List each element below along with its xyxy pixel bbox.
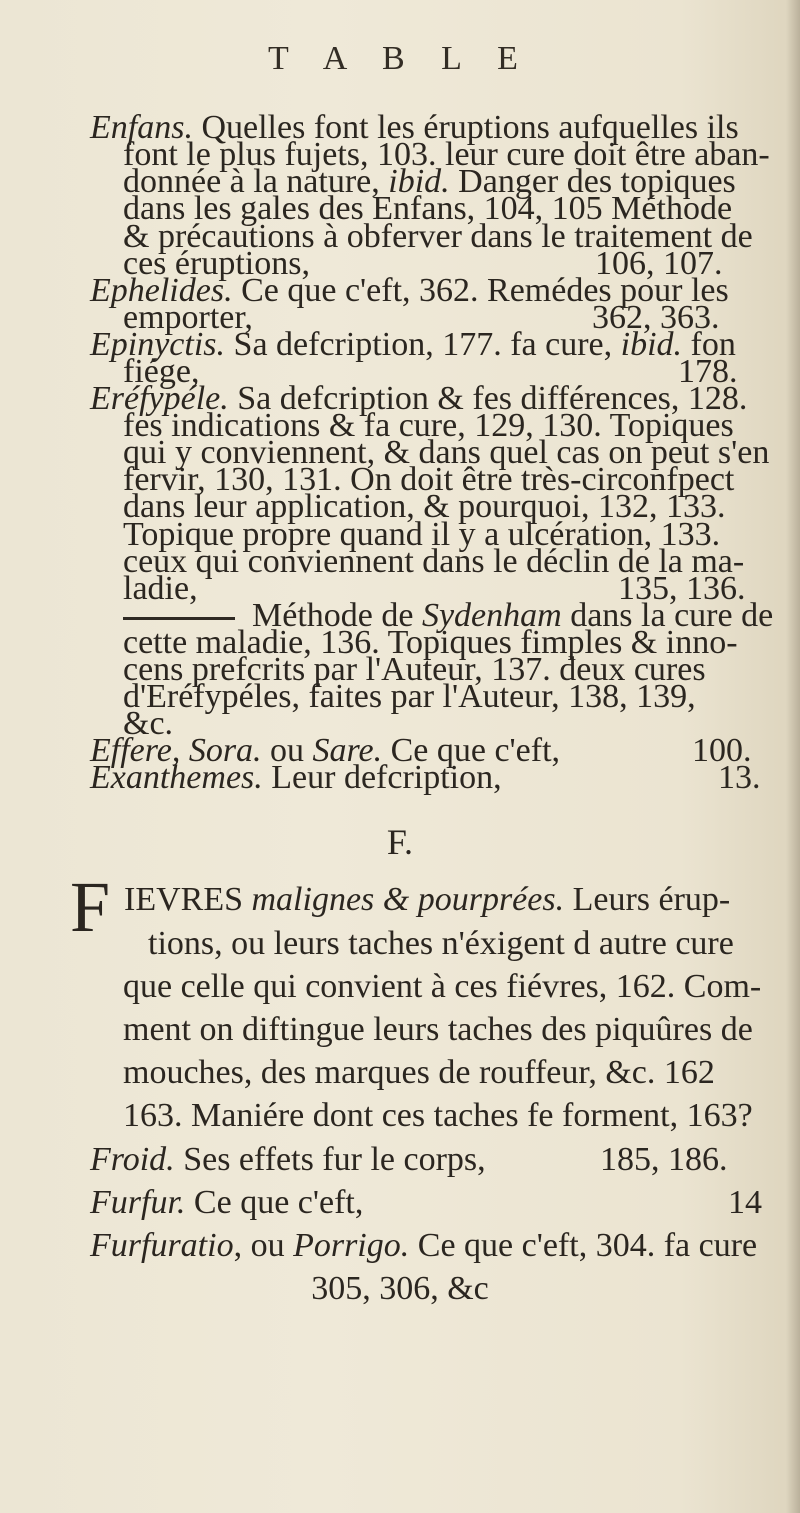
page-title: T A B L E: [268, 40, 532, 77]
page-ref: 100.: [692, 732, 752, 770]
entry-line: d'Eréfypéles, faites par l'Auteur, 138, 139,: [123, 678, 696, 716]
entry-line: ceux qui conviennent dans le déclin de la ma-: [123, 542, 745, 580]
page-ref: 135, 136.: [618, 569, 746, 607]
entry-text: Ses effets fur le corps,: [174, 1140, 486, 1178]
entry-line: ces éruptions,: [123, 244, 310, 282]
entry-line: fervir, 130, 131. On doit être très-circonfpect: [123, 461, 735, 499]
entry-fievres-line-1: IEVRES malignes & pourprées. Leurs érup-: [124, 881, 731, 919]
entry-line: [90, 1226, 758, 1264]
entry-head: Effere, Sora.: [90, 732, 262, 770]
entry-head: Enfans.: [90, 109, 193, 147]
entry-line: dans leur application, & pourquoi, 132, 133.: [123, 488, 726, 526]
entry-line: cens prefcrits par l'Auteur, 137. deux cures: [123, 650, 706, 688]
page-ref: 305, 306, &c: [311, 1270, 489, 1308]
entry-italic: Porrigo.: [284, 1226, 410, 1264]
entry-line: fes indications & fa cure, 129, 130. Topiques: [123, 407, 734, 445]
entry-line: qui y conviennent, & dans quel cas on peut s'en: [123, 434, 770, 472]
entry-line: ment on diftingue leurs taches des piquûres de: [123, 1010, 753, 1048]
entry-line: dans les gales des Enfans, 104, 105 Méthode: [123, 190, 733, 228]
drop-capital: F: [70, 867, 111, 948]
entry-line: & précautions à obferver dans le traitement de: [123, 217, 753, 255]
entry-line: Méthode de Sydenham dans la cure de: [252, 596, 774, 634]
entry-epinyctis-line-1: Epinyctis. Sa defcription, 177. fa cure, ibid. fon: [90, 325, 736, 363]
entry-line: 163. Maniére dont ces taches fe forment, 163?: [123, 1097, 753, 1135]
entry-line: &c.: [123, 705, 174, 743]
entry-line: ladie,: [123, 569, 198, 607]
entry-effere-line-1: Effere, Sora. ou Sare. Ce que c'eft,: [90, 732, 561, 770]
entry-text: Ce que c'eft, 304. fa cure: [409, 1226, 758, 1264]
entry-text: Ce que c'eft,: [185, 1183, 364, 1221]
ditto-dash: [123, 617, 235, 620]
page-ref: 13.: [718, 759, 761, 797]
entry-head: Exanthemes.: [90, 759, 263, 797]
page-ref: 185, 186.: [600, 1140, 728, 1178]
entry-line: font le plus fujets, 103. leur cure doit être aban-: [123, 136, 770, 174]
entry-line: Topique propre quand il y a ulcération, 133.: [123, 515, 721, 553]
entry-ephelides-line-1: Ephelides. Ce que c'eft, 362. Remédes pour les: [90, 271, 729, 309]
entry-head: Eréfypéle.: [90, 380, 229, 418]
page-ref: 14: [728, 1183, 762, 1221]
page-ref: 362, 363.: [592, 298, 720, 336]
entry-enfans-line-1: Enfans. Quelles font les éruptions aufquelles ils: [90, 109, 739, 147]
entry-line: [0, 1272, 800, 1306]
entry-line: tions, ou leurs taches n'éxigent d autre cure: [148, 924, 734, 962]
entry-line: donnée à la nature, ibid. Danger des topiques: [123, 163, 736, 201]
entry-line: cette maladie, 136. Topiques fimples & inno-: [123, 623, 738, 661]
section-letter: F.: [386, 822, 414, 863]
entry-line: mouches, des marques de rouffeur, &c. 162: [123, 1054, 715, 1092]
entry-head: Froid.: [90, 1140, 175, 1178]
entry-line: que celle qui convient à ces fiévres, 162. Com-: [123, 967, 762, 1005]
entry-line: [90, 1183, 364, 1221]
entry-head: Furfuratio: [90, 1226, 234, 1264]
entry-head: Ephelides.: [90, 271, 233, 309]
entry-text: , ou: [233, 1226, 285, 1264]
entry-line: fiége,: [123, 353, 200, 390]
entry-line: emporter,: [123, 298, 253, 336]
page-ref: 106, 107.: [595, 244, 723, 282]
entry-eresypele-line-1: Eréfypéle. Sa defcription & fes différences, 128.: [90, 380, 748, 418]
entry-line: [90, 1140, 486, 1178]
entry-head: IEVRES: [124, 881, 243, 919]
entry-head: Furfur.: [90, 1183, 186, 1221]
entry-head: Epinyctis.: [90, 325, 226, 363]
page-ref: 178.: [678, 353, 738, 390]
entry-exanthemes-line-1: Exanthemes. Leur defcription,: [90, 759, 502, 797]
